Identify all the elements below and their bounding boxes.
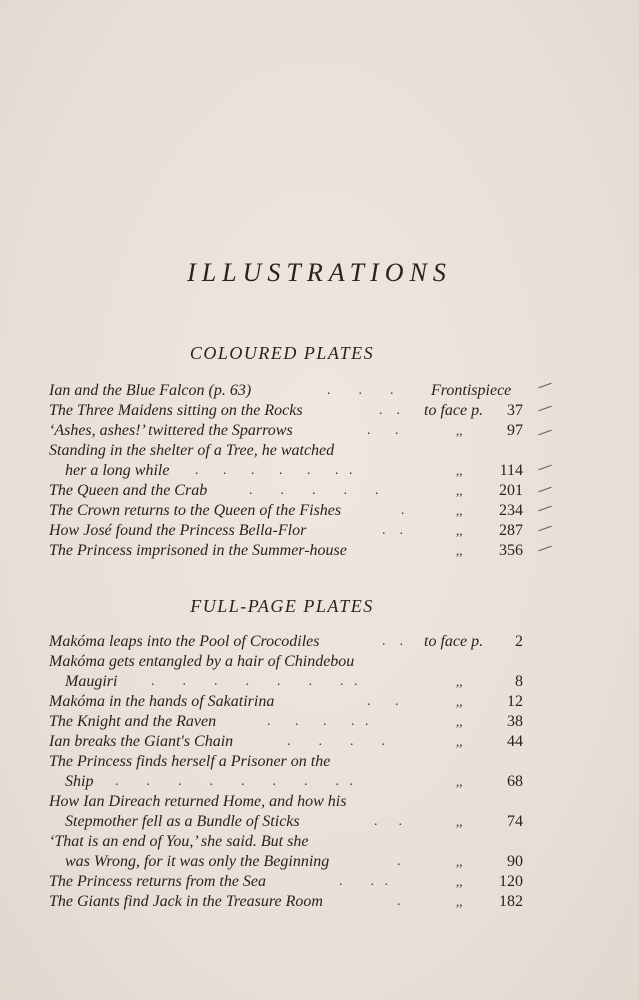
entry-ditto: ,, [456,874,463,889]
full-page-plates-list [49,632,549,912]
section-title-fullpage: FULL-PAGE PLATES [190,596,374,616]
entry-ditto: ,, [456,734,463,749]
list-item [49,521,549,541]
entry-ditto: ,, [456,674,463,689]
entry-title: The Giants find Jack in the Treasure Room [49,893,323,910]
entry-page: 90 [507,853,523,870]
entry-title: The Crown returns to the Queen of the Fishes [49,502,342,519]
list-item [49,732,549,752]
leader-dots: . . [382,523,403,538]
entry-page: 8 [515,673,523,690]
leader-dots: . . [374,814,402,829]
list-item [49,541,549,561]
leader-dots: . . . . [287,734,385,749]
list-item [49,812,549,832]
section-title-coloured: COLOURED PLATES [189,343,375,363]
leader-dots: . . [367,423,399,438]
entry-ref: Frontispiece [431,382,512,399]
entry-page: 12 [507,693,523,710]
entry-page: 44 [507,733,523,750]
entry-title: ‘Ashes, ashes!’ twittered the Sparrows [49,422,293,439]
entry-title: How Ian Direach returned Home, and how his [49,793,347,810]
list-item [49,632,549,652]
entry-title: Makóma gets entangled by a hair of Chindebou [49,653,355,670]
entry-title: was Wrong, for it was only the Beginning [65,853,330,870]
coloured-plates-list [49,381,549,561]
entry-ditto: ,, [456,423,463,438]
leader-dots: . . . [327,383,394,398]
entry-ditto: ,, [456,523,463,538]
leader-dots: . [397,854,401,869]
entry-title: Ian breaks the Giant's Chain [49,733,234,750]
list-item [49,832,549,852]
entry-ditto: ,, [456,814,463,829]
entry-page: 97 [507,422,523,439]
leader-dots: . . . . . . . [195,463,353,478]
entry-title: How José found the Princess Bella-Flor [49,522,307,539]
entry-title: The Princess finds herself a Prisoner on the [49,753,331,770]
entry-title: Maugiri [65,673,118,690]
entry-title: Stepmother fell as a Bundle of Sticks [65,813,300,830]
entry-page: 182 [499,893,523,910]
list-item [49,481,549,501]
entry-page: 356 [499,542,523,559]
entry-ditto: ,, [456,694,463,709]
entry-title: The Queen and the Crab [49,482,208,499]
list-item [49,692,549,712]
entry-page: 234 [499,502,523,519]
leader-dots: . [397,894,401,909]
entry-ditto: ,, [456,894,463,909]
list-item [49,672,549,692]
list-item [49,461,549,481]
leader-dots: . . . . . . . . [151,674,358,689]
entry-page: 114 [499,462,523,479]
leader-dots: . . [379,403,400,418]
leader-dots: . . . . . . . . . [115,774,353,789]
entry-title: Ship [65,773,94,790]
leader-dots: . . . . . [267,714,369,729]
entry-ditto: ,, [456,463,463,478]
entry-ref: to face p. [424,402,484,419]
entry-page: 38 [507,713,523,730]
list-item [49,401,549,421]
entry-title: The Princess imprisoned in the Summer-house [49,542,347,559]
entry-ref: to face p. [424,633,484,650]
entry-title: The Princess returns from the Sea [49,873,267,890]
entry-title: Makóma in the hands of Sakatirina [49,693,275,710]
list-item [49,712,549,732]
entry-title: The Knight and the Raven [49,713,217,730]
list-item [49,772,549,792]
leader-dots: . . [382,634,403,649]
list-item [49,421,549,441]
leader-dots: . . . . . [249,483,379,498]
list-item [49,501,549,521]
entry-ditto: ,, [456,503,463,518]
entry-page: 287 [499,522,523,539]
list-item [49,792,549,812]
page-title: ILLUSTRATIONS [187,258,452,287]
list-item [49,381,549,401]
entry-page: 2 [515,633,523,650]
entry-ditto: ,, [456,483,463,498]
entry-ditto: ,, [456,714,463,729]
entry-ditto: ,, [456,854,463,869]
entry-page: 74 [507,813,523,830]
list-item [49,652,549,672]
entry-title: Standing in the shelter of a Tree, he watched [49,442,335,459]
entry-title: her a long while [65,462,170,479]
list-item [49,892,549,912]
entry-ditto: ,, [456,543,463,558]
entry-title: The Three Maidens sitting on the Rocks [49,402,303,419]
entry-page: 120 [499,873,523,890]
entry-title: Makóma leaps into the Pool of Crocodiles [49,633,320,650]
entry-page: 201 [499,482,523,499]
entry-title: ‘That is an end of You,’ she said. But she [49,833,309,850]
leader-dots: . [401,503,405,518]
entry-title: Ian and the Blue Falcon (p. 63) [49,382,252,399]
list-item [49,872,549,892]
list-item [49,441,549,461]
list-item [49,852,549,872]
entry-page: 68 [507,773,523,790]
list-item [49,752,549,772]
leader-dots: . . . [339,874,388,889]
entry-page: 37 [507,402,523,419]
leader-dots: . . [367,694,399,709]
entry-ditto: ,, [456,774,463,789]
